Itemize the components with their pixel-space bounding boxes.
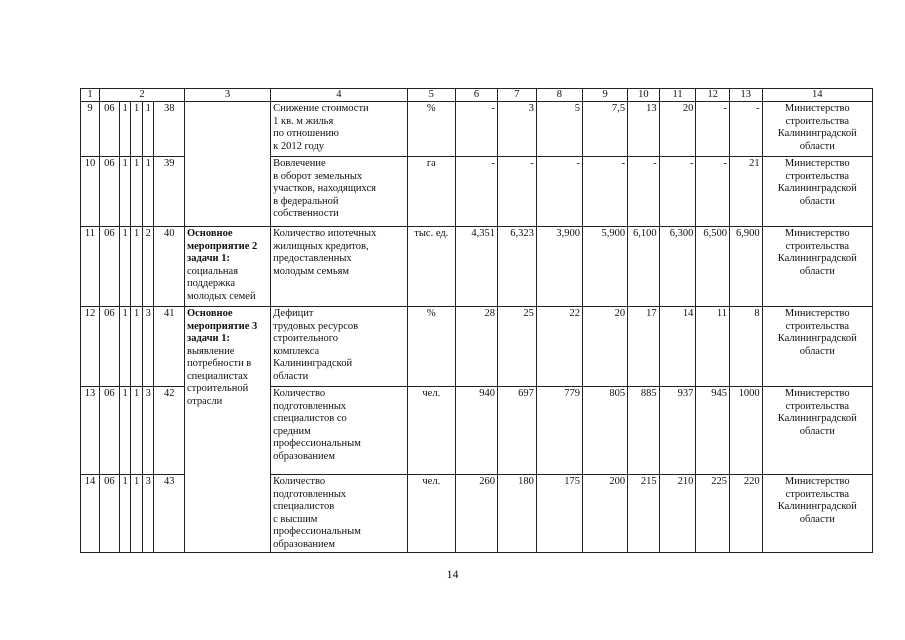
event-description bbox=[184, 307, 270, 553]
row-number: 14 bbox=[81, 475, 100, 553]
value-cell: 5,900 bbox=[583, 227, 628, 307]
code-task: 1 bbox=[131, 387, 143, 475]
value-cell: - bbox=[659, 157, 696, 227]
indicator-line: Количество ипотечных bbox=[273, 228, 377, 239]
indicator-line: молодым семьям bbox=[273, 265, 350, 277]
value-cell: 200 bbox=[583, 475, 628, 553]
indicator-line: образованием bbox=[273, 538, 335, 550]
value-cell: 6,500 bbox=[696, 227, 730, 307]
code-task: 1 bbox=[131, 157, 143, 227]
indicator-name bbox=[271, 475, 408, 553]
indicator-line: специалистов bbox=[273, 501, 335, 512]
value-cell: 11 bbox=[696, 307, 730, 387]
value-cell: 21 bbox=[730, 157, 763, 227]
value-cell: 6,100 bbox=[628, 227, 660, 307]
unit: % bbox=[407, 307, 455, 387]
indicator-line: с высшим bbox=[273, 513, 318, 525]
indicator-line: 1 кв. м жилья bbox=[273, 115, 334, 127]
table-row bbox=[81, 102, 873, 157]
row-number: 12 bbox=[81, 307, 100, 387]
value-cell: 6,323 bbox=[497, 227, 536, 307]
indicator-line: средним bbox=[273, 425, 311, 437]
event-description bbox=[184, 227, 270, 307]
value-cell: - bbox=[536, 157, 582, 227]
value-cell: 175 bbox=[536, 475, 582, 553]
value-cell: 779 bbox=[536, 387, 582, 475]
indicator-line: собственности bbox=[273, 208, 339, 219]
indicator-line: образованием bbox=[273, 450, 335, 462]
code-subprogram: 1 bbox=[119, 157, 131, 227]
responsible: Министерство строительства Калининградской области bbox=[762, 157, 872, 227]
code-subprogram: 1 bbox=[119, 102, 131, 157]
value-cell: 28 bbox=[455, 307, 497, 387]
value-cell: 945 bbox=[696, 387, 730, 475]
header-cell: 1 bbox=[81, 89, 100, 102]
indicator-line: строительного bbox=[273, 333, 339, 344]
code-indicator: 42 bbox=[154, 387, 185, 475]
indicators-table bbox=[80, 88, 873, 553]
header-cell: 6 bbox=[455, 89, 497, 102]
code-indicator: 40 bbox=[154, 227, 185, 307]
value-cell: 22 bbox=[536, 307, 582, 387]
indicator-line: Калининградской bbox=[273, 358, 353, 369]
header-cell: 13 bbox=[730, 89, 763, 102]
indicator-line: Количество bbox=[273, 476, 326, 487]
header-cell: 2 bbox=[99, 89, 184, 102]
indicator-line: профессиональным bbox=[273, 438, 361, 449]
code-event: 3 bbox=[142, 475, 154, 553]
indicator-line: Дефицит bbox=[273, 308, 314, 319]
value-cell: 3 bbox=[497, 102, 536, 157]
value-cell: 20 bbox=[583, 307, 628, 387]
indicator-line: к 2012 году bbox=[273, 140, 325, 152]
code-task: 1 bbox=[131, 475, 143, 553]
indicator-line: специалистов со bbox=[273, 413, 347, 424]
unit: чел. bbox=[407, 475, 455, 553]
code-indicator: 39 bbox=[154, 157, 185, 227]
table-row bbox=[81, 307, 873, 387]
indicator-line: подготовленных bbox=[273, 488, 347, 500]
indicator-line: предоставленных bbox=[273, 253, 352, 264]
indicator-line: по отношению bbox=[273, 128, 340, 139]
value-cell: 805 bbox=[583, 387, 628, 475]
code-program: 06 bbox=[99, 227, 119, 307]
value-cell: 210 bbox=[659, 475, 696, 553]
unit: % bbox=[407, 102, 455, 157]
indicator-line: области bbox=[273, 370, 309, 382]
code-subprogram: 1 bbox=[119, 307, 131, 387]
indicator-line: жилищных кредитов, bbox=[273, 240, 369, 252]
value-cell: 25 bbox=[497, 307, 536, 387]
header-cell: 9 bbox=[583, 89, 628, 102]
code-task: 1 bbox=[131, 307, 143, 387]
code-program: 06 bbox=[99, 387, 119, 475]
header-cell: 10 bbox=[628, 89, 660, 102]
code-subprogram: 1 bbox=[119, 227, 131, 307]
page-number: 14 bbox=[446, 567, 459, 581]
value-cell: - bbox=[455, 102, 497, 157]
header-cell: 8 bbox=[536, 89, 582, 102]
indicator-name bbox=[271, 227, 408, 307]
unit: га bbox=[407, 157, 455, 227]
code-task: 1 bbox=[131, 102, 143, 157]
indicator-line: Количество bbox=[273, 388, 326, 399]
row-number: 9 bbox=[81, 102, 100, 157]
code-event: 1 bbox=[142, 102, 154, 157]
responsible: Министерство строительства Калининградской области bbox=[762, 387, 872, 475]
indicator-line: подготовленных bbox=[273, 400, 347, 412]
code-task: 1 bbox=[131, 227, 143, 307]
header-row bbox=[81, 89, 873, 102]
event-text: социальная поддержка молодых семей bbox=[186, 265, 256, 302]
value-cell: - bbox=[455, 157, 497, 227]
code-event: 3 bbox=[142, 307, 154, 387]
responsible: Министерство строительства Калининградской области bbox=[762, 475, 872, 553]
value-cell: 220 bbox=[730, 475, 763, 553]
value-cell: 20 bbox=[659, 102, 696, 157]
code-event: 2 bbox=[142, 227, 154, 307]
unit: тыс. ед. bbox=[407, 227, 455, 307]
value-cell: - bbox=[696, 102, 730, 157]
value-cell: 13 bbox=[628, 102, 660, 157]
event-text: выявление потребности в специалистах строительной отрасли bbox=[186, 345, 252, 407]
value-cell: 6,900 bbox=[730, 227, 763, 307]
header-cell: 11 bbox=[659, 89, 696, 102]
responsible: Министерство строительства Калининградской области bbox=[762, 102, 872, 157]
indicator-name bbox=[271, 307, 408, 387]
table-row bbox=[81, 227, 873, 307]
event-title: Основное мероприятие 3 задачи 1: bbox=[186, 308, 258, 344]
value-cell: 7,5 bbox=[583, 102, 628, 157]
value-cell: 8 bbox=[730, 307, 763, 387]
row-number: 13 bbox=[81, 387, 100, 475]
indicator-line: трудовых ресурсов bbox=[273, 320, 359, 332]
indicator-name bbox=[271, 102, 408, 157]
value-cell: - bbox=[730, 102, 763, 157]
indicator-line: комплекса bbox=[273, 345, 320, 357]
value-cell: 225 bbox=[696, 475, 730, 553]
value-cell: 937 bbox=[659, 387, 696, 475]
indicator-line: Вовлечение bbox=[273, 158, 326, 169]
indicator-line: Снижение стоимости bbox=[273, 103, 369, 114]
value-cell: 3,900 bbox=[536, 227, 582, 307]
code-event: 1 bbox=[142, 157, 154, 227]
value-cell: 697 bbox=[497, 387, 536, 475]
value-cell: - bbox=[583, 157, 628, 227]
indicator-line: в оборот земельных bbox=[273, 170, 363, 182]
responsible: Министерство строительства Калининградской области bbox=[762, 227, 872, 307]
code-program: 06 bbox=[99, 157, 119, 227]
value-cell: 5 bbox=[536, 102, 582, 157]
code-subprogram: 1 bbox=[119, 387, 131, 475]
value-cell: 1000 bbox=[730, 387, 763, 475]
responsible: Министерство строительства Калининградской области bbox=[762, 307, 872, 387]
indicator-line: в федеральной bbox=[273, 195, 339, 207]
code-event: 3 bbox=[142, 387, 154, 475]
value-cell: 4,351 bbox=[455, 227, 497, 307]
code-program: 06 bbox=[99, 102, 119, 157]
row-number: 11 bbox=[81, 227, 100, 307]
code-indicator: 38 bbox=[154, 102, 185, 157]
value-cell: - bbox=[696, 157, 730, 227]
header-cell: 5 bbox=[407, 89, 455, 102]
header-cell: 3 bbox=[184, 89, 270, 102]
value-cell: 180 bbox=[497, 475, 536, 553]
value-cell: 6,300 bbox=[659, 227, 696, 307]
value-cell: - bbox=[497, 157, 536, 227]
code-program: 06 bbox=[99, 475, 119, 553]
header-cell: 7 bbox=[497, 89, 536, 102]
indicator-name bbox=[271, 157, 408, 227]
indicator-name bbox=[271, 387, 408, 475]
header-cell: 4 bbox=[271, 89, 408, 102]
value-cell: - bbox=[628, 157, 660, 227]
indicator-line: профессиональным bbox=[273, 526, 361, 537]
code-program: 06 bbox=[99, 307, 119, 387]
value-cell: 885 bbox=[628, 387, 660, 475]
value-cell: 940 bbox=[455, 387, 497, 475]
unit: чел. bbox=[407, 387, 455, 475]
code-indicator: 41 bbox=[154, 307, 185, 387]
header-cell: 12 bbox=[696, 89, 730, 102]
row-number: 10 bbox=[81, 157, 100, 227]
event-title: Основное мероприятие 2 задачи 1: bbox=[186, 228, 258, 264]
header-cell: 14 bbox=[762, 89, 872, 102]
code-indicator: 43 bbox=[154, 475, 185, 553]
code-subprogram: 1 bbox=[119, 475, 131, 553]
value-cell: 260 bbox=[455, 475, 497, 553]
value-cell: 17 bbox=[628, 307, 660, 387]
event-description bbox=[184, 102, 270, 227]
indicator-line: участков, находящихся bbox=[273, 183, 376, 194]
value-cell: 215 bbox=[628, 475, 660, 553]
value-cell: 14 bbox=[659, 307, 696, 387]
